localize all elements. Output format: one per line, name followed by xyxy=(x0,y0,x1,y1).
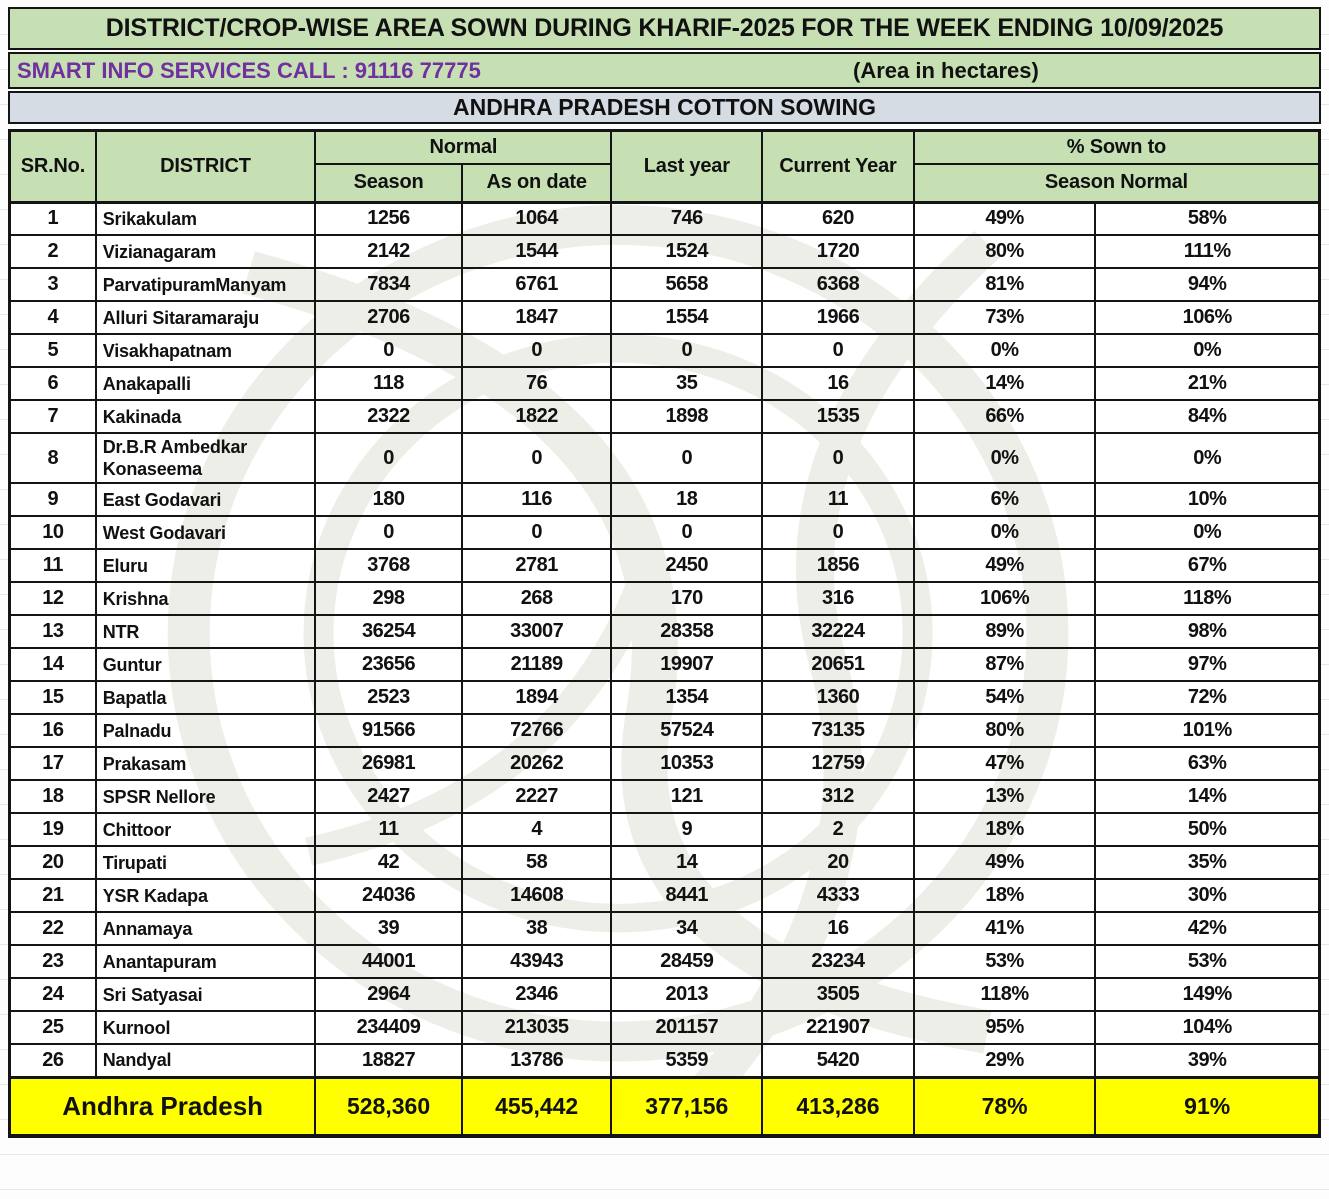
cell-pct-season: 54% xyxy=(914,681,1096,714)
table-row xyxy=(10,582,1319,615)
cell-season: 234409 xyxy=(315,1011,462,1044)
cell-as-on-date: 2781 xyxy=(462,549,612,582)
cell-pct-season: 80% xyxy=(914,714,1096,747)
cell-last-year: 28358 xyxy=(611,615,762,648)
cell-last-year: 14 xyxy=(611,846,762,879)
table-container xyxy=(8,129,1321,1138)
cell-district: Krishna xyxy=(96,582,316,615)
cell-current-year: 1856 xyxy=(762,549,914,582)
cell-as-on-date: 268 xyxy=(462,582,612,615)
cell-season: 1256 xyxy=(315,202,462,235)
cell-pct-normal: 42% xyxy=(1095,912,1319,945)
cell-pct-normal: 0% xyxy=(1095,516,1319,549)
cell-season: 2322 xyxy=(315,400,462,433)
cell-current-year: 32224 xyxy=(762,615,914,648)
cell-district: Eluru xyxy=(96,549,316,582)
cell-current-year: 6368 xyxy=(762,268,914,301)
table-row xyxy=(10,268,1319,301)
table-row xyxy=(10,780,1319,813)
cell-sr-no: 24 xyxy=(10,978,96,1011)
cell-season: 298 xyxy=(315,582,462,615)
cell-pct-season: 0% xyxy=(914,334,1096,367)
table-row xyxy=(10,301,1319,334)
cell-season: 18827 xyxy=(315,1044,462,1077)
cell-last-year: 170 xyxy=(611,582,762,615)
total-pct-normal: 91% xyxy=(1095,1077,1319,1135)
cell-pct-season: 49% xyxy=(914,549,1096,582)
cell-district: Annamaya xyxy=(96,912,316,945)
cell-pct-normal: 94% xyxy=(1095,268,1319,301)
cell-sr-no: 4 xyxy=(10,301,96,334)
table-row xyxy=(10,367,1319,400)
total-row xyxy=(10,1077,1319,1135)
cell-pct-normal: 53% xyxy=(1095,945,1319,978)
cell-sr-no: 14 xyxy=(10,648,96,681)
total-current-year: 413,286 xyxy=(762,1077,914,1135)
cell-last-year: 0 xyxy=(611,334,762,367)
cell-as-on-date: 6761 xyxy=(462,268,612,301)
cell-sr-no: 2 xyxy=(10,235,96,268)
table-row xyxy=(10,202,1319,235)
cell-last-year: 1898 xyxy=(611,400,762,433)
table-row xyxy=(10,945,1319,978)
cell-district: SPSR Nellore xyxy=(96,780,316,813)
table-row xyxy=(10,615,1319,648)
cell-pct-season: 29% xyxy=(914,1044,1096,1077)
cell-district: Kakinada xyxy=(96,400,316,433)
cell-sr-no: 5 xyxy=(10,334,96,367)
table-row xyxy=(10,334,1319,367)
cell-sr-no: 3 xyxy=(10,268,96,301)
cell-as-on-date: 213035 xyxy=(462,1011,612,1044)
cell-pct-normal: 50% xyxy=(1095,813,1319,846)
cell-current-year: 316 xyxy=(762,582,914,615)
cell-district: ParvatipuramManyam xyxy=(96,268,316,301)
cell-last-year: 2013 xyxy=(611,978,762,1011)
cell-last-year: 34 xyxy=(611,912,762,945)
cell-pct-normal: 149% xyxy=(1095,978,1319,1011)
cell-season: 11 xyxy=(315,813,462,846)
cell-pct-normal: 39% xyxy=(1095,1044,1319,1077)
cell-as-on-date: 13786 xyxy=(462,1044,612,1077)
cell-last-year: 57524 xyxy=(611,714,762,747)
cell-pct-season: 47% xyxy=(914,747,1096,780)
cell-district: Vizianagaram xyxy=(96,235,316,268)
cell-pct-normal: 0% xyxy=(1095,433,1319,483)
cell-as-on-date: 58 xyxy=(462,846,612,879)
cell-pct-season: 89% xyxy=(914,615,1096,648)
cell-sr-no: 20 xyxy=(10,846,96,879)
cell-as-on-date: 1822 xyxy=(462,400,612,433)
cell-last-year: 746 xyxy=(611,202,762,235)
table-body xyxy=(10,202,1319,1077)
cell-district: Guntur xyxy=(96,648,316,681)
cell-district: Dr.B.R Ambedkar Konaseema xyxy=(96,433,316,483)
col-header-district: DISTRICT xyxy=(96,131,316,202)
cell-last-year: 18 xyxy=(611,483,762,516)
cell-pct-season: 18% xyxy=(914,879,1096,912)
area-unit-note: (Area in hectares) xyxy=(852,57,1039,83)
cell-pct-season: 6% xyxy=(914,483,1096,516)
table-row xyxy=(10,681,1319,714)
cell-sr-no: 21 xyxy=(10,879,96,912)
section-title: ANDHRA PRADESH COTTON SOWING xyxy=(453,94,876,120)
cell-district: Anantapuram xyxy=(96,945,316,978)
cell-season: 26981 xyxy=(315,747,462,780)
cell-pct-normal: 104% xyxy=(1095,1011,1319,1044)
cell-current-year: 20651 xyxy=(762,648,914,681)
cell-current-year: 1720 xyxy=(762,235,914,268)
cell-sr-no: 8 xyxy=(10,433,96,483)
cell-district: Nandyal xyxy=(96,1044,316,1077)
cell-as-on-date: 14608 xyxy=(462,879,612,912)
cell-season: 0 xyxy=(315,516,462,549)
cell-pct-season: 0% xyxy=(914,433,1096,483)
total-season: 528,360 xyxy=(315,1077,462,1135)
cell-pct-season: 0% xyxy=(914,516,1096,549)
cell-as-on-date: 1544 xyxy=(462,235,612,268)
cell-pct-normal: 67% xyxy=(1095,549,1319,582)
cell-last-year: 1554 xyxy=(611,301,762,334)
cell-as-on-date: 1847 xyxy=(462,301,612,334)
table-header xyxy=(10,131,1319,202)
cell-sr-no: 19 xyxy=(10,813,96,846)
cell-sr-no: 23 xyxy=(10,945,96,978)
cell-sr-no: 15 xyxy=(10,681,96,714)
cell-season: 118 xyxy=(315,367,462,400)
col-header-normal-group: Normal xyxy=(315,131,611,164)
cell-pct-normal: 14% xyxy=(1095,780,1319,813)
cell-sr-no: 13 xyxy=(10,615,96,648)
cell-pct-season: 49% xyxy=(914,846,1096,879)
page-title: DISTRICT/CROP-WISE AREA SOWN DURING KHARIF-2025 FOR THE WEEK ENDING 10/09/2025 xyxy=(105,14,1224,42)
table-row xyxy=(10,400,1319,433)
cell-pct-normal: 30% xyxy=(1095,879,1319,912)
cell-pct-season: 66% xyxy=(914,400,1096,433)
cell-sr-no: 12 xyxy=(10,582,96,615)
cell-as-on-date: 0 xyxy=(462,433,612,483)
title-banner xyxy=(8,7,1321,50)
cell-season: 39 xyxy=(315,912,462,945)
cell-as-on-date: 1894 xyxy=(462,681,612,714)
cell-district: Sri Satyasai xyxy=(96,978,316,1011)
table-row xyxy=(10,813,1319,846)
cell-current-year: 1535 xyxy=(762,400,914,433)
table-row xyxy=(10,549,1319,582)
cell-season: 2142 xyxy=(315,235,462,268)
cell-season: 180 xyxy=(315,483,462,516)
cell-pct-season: 49% xyxy=(914,202,1096,235)
cell-last-year: 9 xyxy=(611,813,762,846)
cell-as-on-date: 2346 xyxy=(462,978,612,1011)
cell-pct-season: 14% xyxy=(914,367,1096,400)
cell-sr-no: 10 xyxy=(10,516,96,549)
cotton-sowing-table xyxy=(9,130,1320,1137)
col-header-season: Season xyxy=(315,164,462,202)
cell-last-year: 10353 xyxy=(611,747,762,780)
cell-district: Visakhapatnam xyxy=(96,334,316,367)
cell-season: 24036 xyxy=(315,879,462,912)
cell-pct-normal: 72% xyxy=(1095,681,1319,714)
cell-season: 7834 xyxy=(315,268,462,301)
cell-last-year: 5658 xyxy=(611,268,762,301)
cell-pct-normal: 101% xyxy=(1095,714,1319,747)
cell-as-on-date: 4 xyxy=(462,813,612,846)
cell-current-year: 5420 xyxy=(762,1044,914,1077)
table-row xyxy=(10,235,1319,268)
cell-pct-normal: 10% xyxy=(1095,483,1319,516)
table-row xyxy=(10,978,1319,1011)
cell-last-year: 28459 xyxy=(611,945,762,978)
cell-season: 2964 xyxy=(315,978,462,1011)
cell-last-year: 8441 xyxy=(611,879,762,912)
cell-pct-normal: 97% xyxy=(1095,648,1319,681)
cell-last-year: 0 xyxy=(611,516,762,549)
col-header-sr-no: SR.No. xyxy=(10,131,96,202)
cell-current-year: 0 xyxy=(762,516,914,549)
cell-pct-normal: 35% xyxy=(1095,846,1319,879)
cell-pct-season: 118% xyxy=(914,978,1096,1011)
cell-district: YSR Kadapa xyxy=(96,879,316,912)
cell-pct-season: 87% xyxy=(914,648,1096,681)
cell-as-on-date: 2227 xyxy=(462,780,612,813)
cell-current-year: 4333 xyxy=(762,879,914,912)
cell-pct-normal: 106% xyxy=(1095,301,1319,334)
cell-current-year: 221907 xyxy=(762,1011,914,1044)
cell-pct-season: 95% xyxy=(914,1011,1096,1044)
col-header-as-on-date: As on date xyxy=(462,164,612,202)
cell-last-year: 0 xyxy=(611,433,762,483)
cell-sr-no: 25 xyxy=(10,1011,96,1044)
cell-pct-normal: 63% xyxy=(1095,747,1319,780)
cell-last-year: 5359 xyxy=(611,1044,762,1077)
cell-sr-no: 16 xyxy=(10,714,96,747)
cell-as-on-date: 33007 xyxy=(462,615,612,648)
table-row xyxy=(10,1011,1319,1044)
cell-current-year: 312 xyxy=(762,780,914,813)
cell-district: Srikakulam xyxy=(96,202,316,235)
cell-as-on-date: 38 xyxy=(462,912,612,945)
table-row xyxy=(10,1044,1319,1077)
info-banner xyxy=(8,52,1321,89)
total-last-year: 377,156 xyxy=(611,1077,762,1135)
cell-season: 2523 xyxy=(315,681,462,714)
table-footer xyxy=(10,1077,1319,1135)
cell-district: Kurnool xyxy=(96,1011,316,1044)
cell-pct-season: 73% xyxy=(914,301,1096,334)
cell-season: 23656 xyxy=(315,648,462,681)
cell-current-year: 73135 xyxy=(762,714,914,747)
cell-sr-no: 7 xyxy=(10,400,96,433)
cell-district: Anakapalli xyxy=(96,367,316,400)
table-row xyxy=(10,648,1319,681)
cell-pct-season: 41% xyxy=(914,912,1096,945)
cell-last-year: 19907 xyxy=(611,648,762,681)
cell-as-on-date: 43943 xyxy=(462,945,612,978)
cell-current-year: 12759 xyxy=(762,747,914,780)
cell-as-on-date: 20262 xyxy=(462,747,612,780)
cell-current-year: 0 xyxy=(762,433,914,483)
cell-district: Bapatla xyxy=(96,681,316,714)
cell-last-year: 2450 xyxy=(611,549,762,582)
table-row xyxy=(10,747,1319,780)
table-row xyxy=(10,433,1319,483)
cell-sr-no: 22 xyxy=(10,912,96,945)
cell-season: 91566 xyxy=(315,714,462,747)
cell-current-year: 620 xyxy=(762,202,914,235)
cell-current-year: 23234 xyxy=(762,945,914,978)
cell-sr-no: 17 xyxy=(10,747,96,780)
cell-as-on-date: 21189 xyxy=(462,648,612,681)
col-header-last-year: Last year xyxy=(611,131,762,202)
cell-sr-no: 26 xyxy=(10,1044,96,1077)
cell-season: 3768 xyxy=(315,549,462,582)
cell-season: 42 xyxy=(315,846,462,879)
cell-as-on-date: 0 xyxy=(462,516,612,549)
cell-pct-season: 80% xyxy=(914,235,1096,268)
col-header-current-year: Current Year xyxy=(762,131,914,202)
cell-season: 2706 xyxy=(315,301,462,334)
table-row xyxy=(10,912,1319,945)
cell-last-year: 1354 xyxy=(611,681,762,714)
cell-season: 44001 xyxy=(315,945,462,978)
total-as-on-date: 455,442 xyxy=(462,1077,612,1135)
cell-current-year: 1966 xyxy=(762,301,914,334)
cell-current-year: 0 xyxy=(762,334,914,367)
cell-current-year: 16 xyxy=(762,912,914,945)
table-row xyxy=(10,483,1319,516)
cell-season: 2427 xyxy=(315,780,462,813)
cell-pct-season: 106% xyxy=(914,582,1096,615)
cell-season: 36254 xyxy=(315,615,462,648)
col-header-pct-sown-to: % Sown to xyxy=(914,131,1319,164)
table-row xyxy=(10,879,1319,912)
cell-as-on-date: 116 xyxy=(462,483,612,516)
cell-as-on-date: 76 xyxy=(462,367,612,400)
table-row xyxy=(10,846,1319,879)
total-label: Andhra Pradesh xyxy=(10,1077,315,1135)
cell-district: Palnadu xyxy=(96,714,316,747)
cell-as-on-date: 72766 xyxy=(462,714,612,747)
cell-sr-no: 11 xyxy=(10,549,96,582)
cell-last-year: 35 xyxy=(611,367,762,400)
cell-current-year: 1360 xyxy=(762,681,914,714)
cell-current-year: 11 xyxy=(762,483,914,516)
cell-district: NTR xyxy=(96,615,316,648)
table-row xyxy=(10,714,1319,747)
cell-pct-normal: 84% xyxy=(1095,400,1319,433)
cell-district: Alluri Sitaramaraju xyxy=(96,301,316,334)
table-row xyxy=(10,516,1319,549)
cell-district: Tirupati xyxy=(96,846,316,879)
cell-pct-season: 18% xyxy=(914,813,1096,846)
cell-pct-normal: 0% xyxy=(1095,334,1319,367)
cell-sr-no: 9 xyxy=(10,483,96,516)
cell-pct-normal: 98% xyxy=(1095,615,1319,648)
cell-last-year: 1524 xyxy=(611,235,762,268)
cell-sr-no: 18 xyxy=(10,780,96,813)
cell-pct-season: 53% xyxy=(914,945,1096,978)
cell-last-year: 201157 xyxy=(611,1011,762,1044)
cell-pct-normal: 58% xyxy=(1095,202,1319,235)
cell-district: East Godavari xyxy=(96,483,316,516)
cell-last-year: 121 xyxy=(611,780,762,813)
cell-current-year: 2 xyxy=(762,813,914,846)
cell-season: 0 xyxy=(315,433,462,483)
col-header-season-normal: Season Normal xyxy=(914,164,1319,202)
cell-current-year: 3505 xyxy=(762,978,914,1011)
cell-district: West Godavari xyxy=(96,516,316,549)
cell-pct-normal: 21% xyxy=(1095,367,1319,400)
cell-current-year: 20 xyxy=(762,846,914,879)
cell-sr-no: 6 xyxy=(10,367,96,400)
cell-pct-season: 13% xyxy=(914,780,1096,813)
cell-district: Chittoor xyxy=(96,813,316,846)
total-pct-season: 78% xyxy=(914,1077,1096,1135)
cell-as-on-date: 1064 xyxy=(462,202,612,235)
info-contact-text: SMART INFO SERVICES CALL : 91116 77775 xyxy=(17,57,481,83)
cell-pct-season: 81% xyxy=(914,268,1096,301)
cell-pct-normal: 111% xyxy=(1095,235,1319,268)
cell-sr-no: 1 xyxy=(10,202,96,235)
section-banner xyxy=(8,91,1321,124)
cell-as-on-date: 0 xyxy=(462,334,612,367)
cell-current-year: 16 xyxy=(762,367,914,400)
cell-district: Prakasam xyxy=(96,747,316,780)
cell-season: 0 xyxy=(315,334,462,367)
cell-pct-normal: 118% xyxy=(1095,582,1319,615)
